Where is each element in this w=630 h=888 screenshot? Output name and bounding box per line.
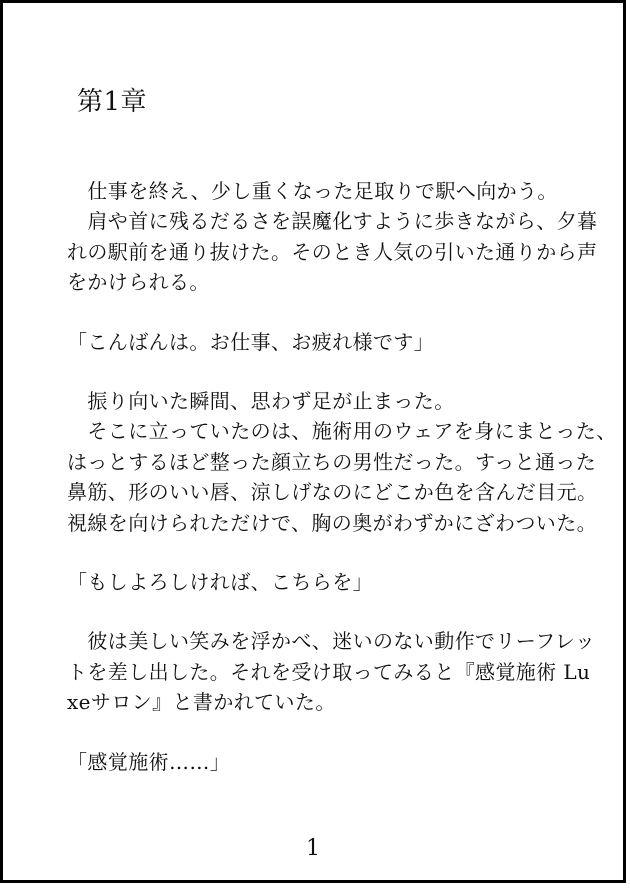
text-line: 視線を向けられただけで、胸の奥がわずかにざわついた。 [67,510,597,535]
text-line: 「感覚施術……」 [67,749,231,774]
narration-block [67,386,617,538]
narration-block [67,176,613,298]
text-line: 「もしよろしければ、こちらを」 [67,570,373,595]
text-line: 鼻筋、形のいい唇、涼しげなのにどこか色を含んだ目元。 [67,480,598,505]
text-line: をかけられる。 [67,270,210,295]
text-body [67,176,617,777]
text-line: 彼は美しい笑みを浮かべ、迷いのない動作でリーフレッ [67,629,596,654]
text-line: そこに立っていたのは、施術用のウェアを身にまとった、 [67,419,617,444]
text-line: xeサロン』と書かれていた。 [67,690,336,715]
text-line: れの駅前を通り抜けた。そのとき人気の引いた通りから声 [67,239,598,264]
chapter-title: 第1章 [77,87,148,117]
dialogue-block [67,567,613,597]
dialogue-block [67,327,613,357]
text-line: 「こんばんは。お仕事、お疲れ様です」 [67,329,435,354]
dialogue-block [67,747,613,777]
narration-block [67,626,613,717]
text-line: 仕事を終え、少し重くなった足取りで駅へ向かう。 [67,179,558,203]
text-line: 肩や首に残るだるさを誤魔化すように歩きながら、夕暮 [67,209,598,234]
text-line: はっとするほど整った顔立ちの男性だった。すっと通った [67,449,597,474]
text-line: トを差し出した。それを受け取ってみると『感覚施術 Lu [67,659,591,684]
text-line: 振り向いた瞬間、思わず足が止まった。 [67,389,455,414]
page-number: 1 [306,836,320,861]
